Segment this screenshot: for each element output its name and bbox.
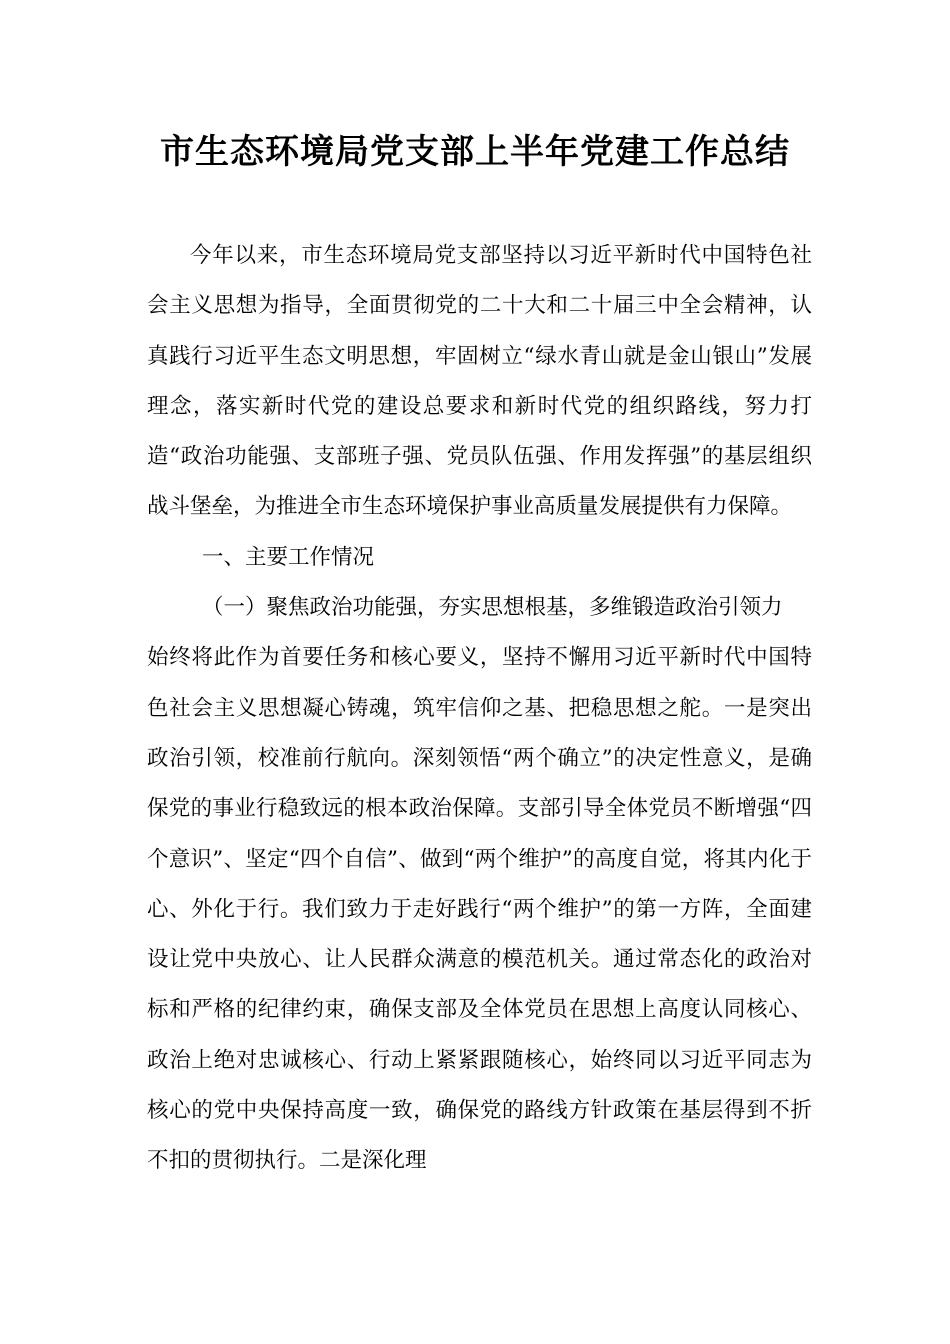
section-heading: 一、主要工作情况 xyxy=(202,544,375,570)
intro-paragraph: 今年以来，市生态环境局党支部坚持以习近平新时代中国特色社会主义思想为指导，全面贯彻党的二十大和二十届三中全会精神，认真践行习近平生态文明思想，牢固树立“绿水青山就是金山银山”发展理念，落实新时代党的建设总要求和新时代党的组织路线，努力打造“政治功能强、支部班子强、党员队伍强、作用发挥强”的基层组织战斗堡垒，为推进全市生态环境保护事业高质量发展提供有力保障。 xyxy=(147,243,812,520)
document-body xyxy=(147,231,812,1187)
subsection-heading: （一）聚焦政治功能强，夯实思想根基，多维锻造政治引领力 xyxy=(202,595,783,621)
subsection-body-paragraph: 始终将此作为首要任务和核心要义，坚持不懈用习近平新时代中国特色社会主义思想凝心铸魂，筑牢信仰之基、把稳思想之舵。一是突出政治引领，校准前行航向。深刻领悟“两个确立”的决定性意义，是确保党的事业行稳致远的根本政治保障。支部引导全体党员不断增强“四个意识”、坚定“四个自信”、做到“两个维护”的高度自觉，将其内化于心、外化于行。我们致力于走好践行“两个维护”的第一方阵，全面建设让党中央放心、让人民群众满意的模范机关。通过常态化的政治对标和严格的纪律约束，确保支部及全体党员在思想上高度认同核心、政治上绝对忠诚核心、行动上紧紧跟随核心，始终同以习近平同志为核心的党中央保持高度一致，确保党的路线方针政策在基层得到不折不扣的贯彻执行。二是深化理 xyxy=(147,645,812,1174)
document-title: 市生态环境局党支部上半年党建工作总结 xyxy=(160,132,790,172)
